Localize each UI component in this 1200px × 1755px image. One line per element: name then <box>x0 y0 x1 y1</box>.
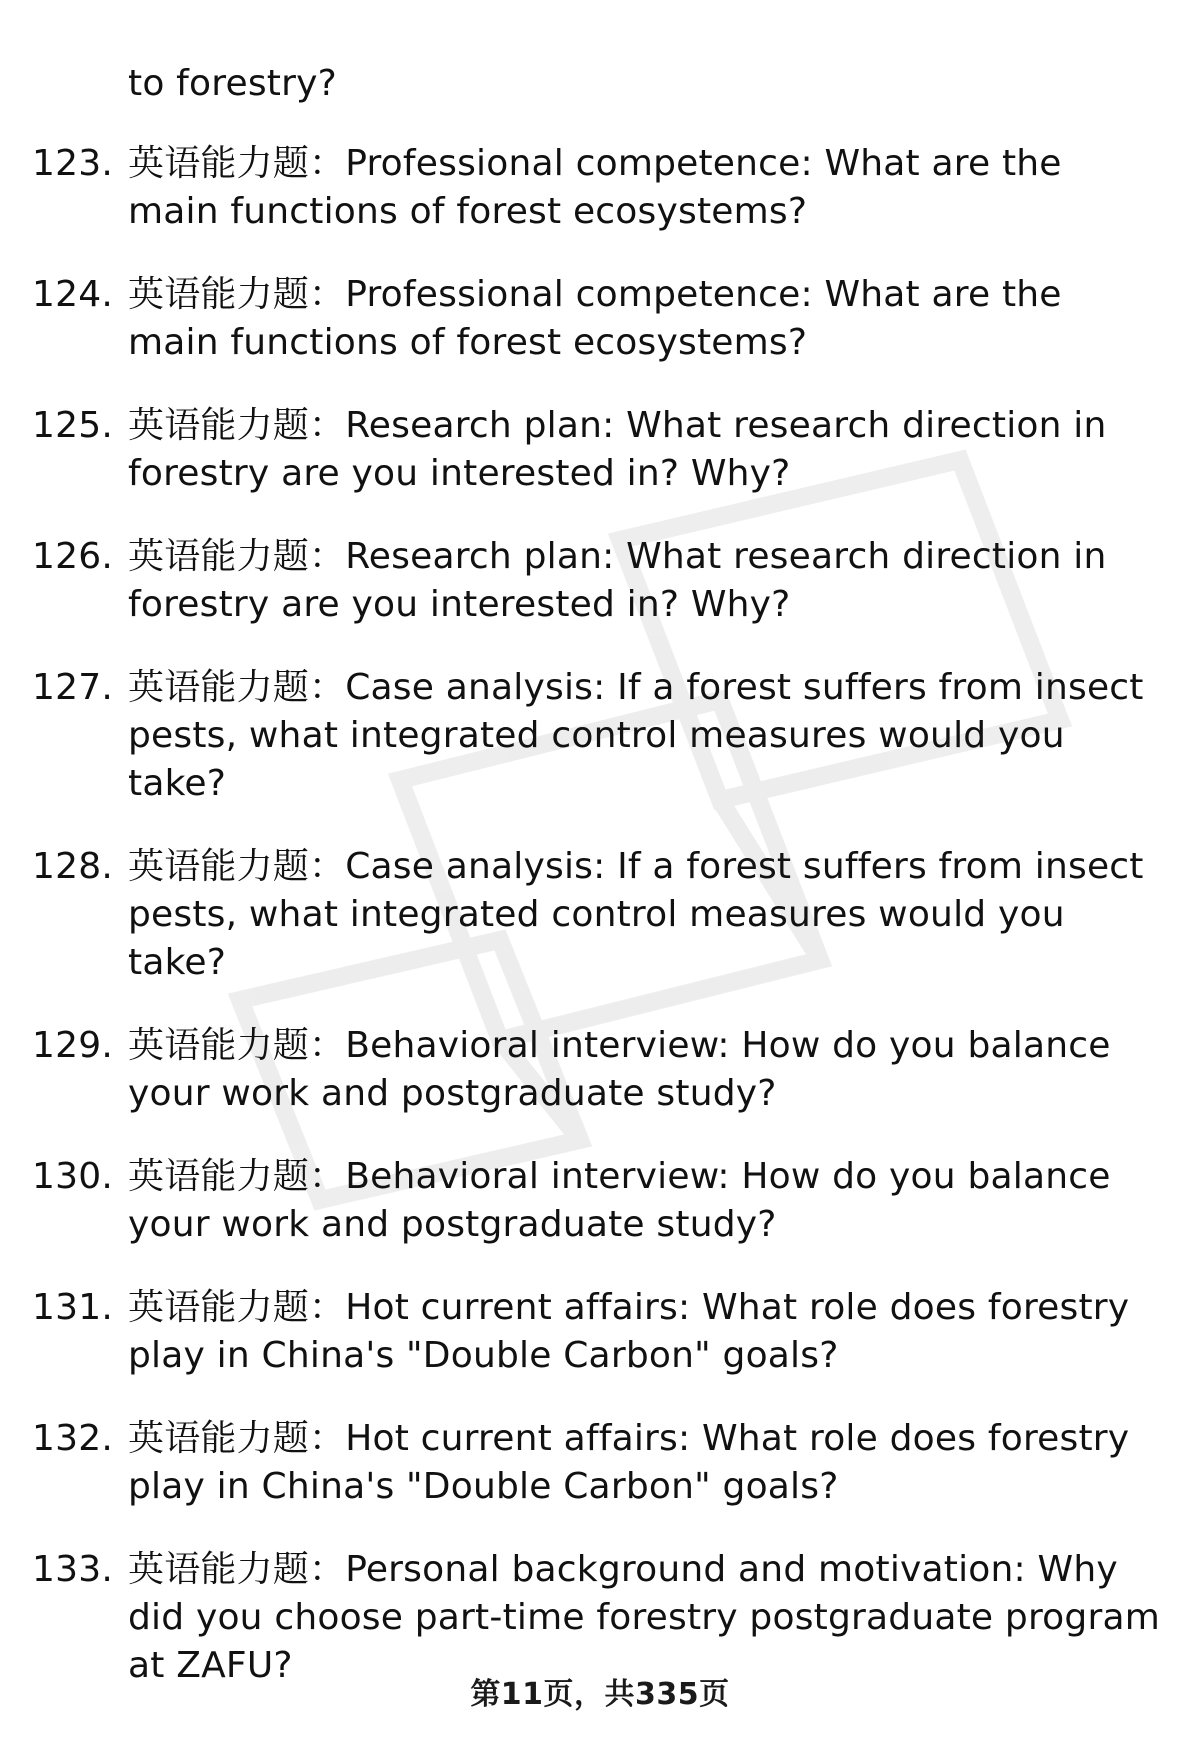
question-text: 英语能力题：Personal background and motivation: Why did you choose part-time forestry postgraduate program at ZAFU? <box>128 1549 1160 1686</box>
question-number: 123. <box>32 143 113 184</box>
question-number: 132. <box>32 1418 113 1459</box>
list-item <box>0 1022 1200 1118</box>
question-text: 英语能力题：Behavioral interview: How do you balance your work and postgraduate study? <box>128 1025 1111 1114</box>
question-text: 英语能力题：Research plan: What research direction in forestry are you interested in? Why? <box>128 536 1107 625</box>
list-item <box>0 664 1200 808</box>
list-item <box>0 1153 1200 1249</box>
question-list <box>0 140 1200 1725</box>
question-number: 130. <box>32 1156 113 1197</box>
list-item <box>0 402 1200 498</box>
question-number: 124. <box>32 274 113 315</box>
question-number: 125. <box>32 405 113 446</box>
question-number: 129. <box>32 1025 113 1066</box>
question-number: 131. <box>32 1287 113 1328</box>
question-text: 英语能力题：Hot current affairs: What role does forestry play in China's "Double Carbon" goals? <box>128 1287 1130 1376</box>
list-item <box>0 1415 1200 1511</box>
question-number: 127. <box>32 667 113 708</box>
list-item <box>0 533 1200 629</box>
question-number: 126. <box>32 536 113 577</box>
question-text: 英语能力题：Case analysis: If a forest suffers from insect pests, what integrated control measures would you take? <box>128 846 1144 983</box>
list-item <box>0 843 1200 987</box>
continuation-text: to forestry? <box>128 63 337 104</box>
question-text: 英语能力题：Behavioral interview: How do you balance your work and postgraduate study? <box>128 1156 1111 1245</box>
question-text: 英语能力题：Research plan: What research direction in forestry are you interested in? Why? <box>128 405 1107 494</box>
question-text: 英语能力题：Professional competence: What are the main functions of forest ecosystems? <box>128 274 1062 363</box>
list-item <box>0 1284 1200 1380</box>
page-number-footer: 第11页，共335页 <box>470 1677 730 1712</box>
question-text: 英语能力题：Hot current affairs: What role does forestry play in China's "Double Carbon" goals? <box>128 1418 1130 1507</box>
list-item <box>0 271 1200 367</box>
question-number: 133. <box>32 1549 113 1590</box>
list-item <box>0 140 1200 236</box>
question-number: 128. <box>32 846 113 887</box>
question-text: 英语能力题：Case analysis: If a forest suffers from insect pests, what integrated control measures would you take? <box>128 667 1144 804</box>
question-text: 英语能力题：Professional competence: What are the main functions of forest ecosystems? <box>128 143 1062 232</box>
list-item <box>0 1546 1200 1690</box>
